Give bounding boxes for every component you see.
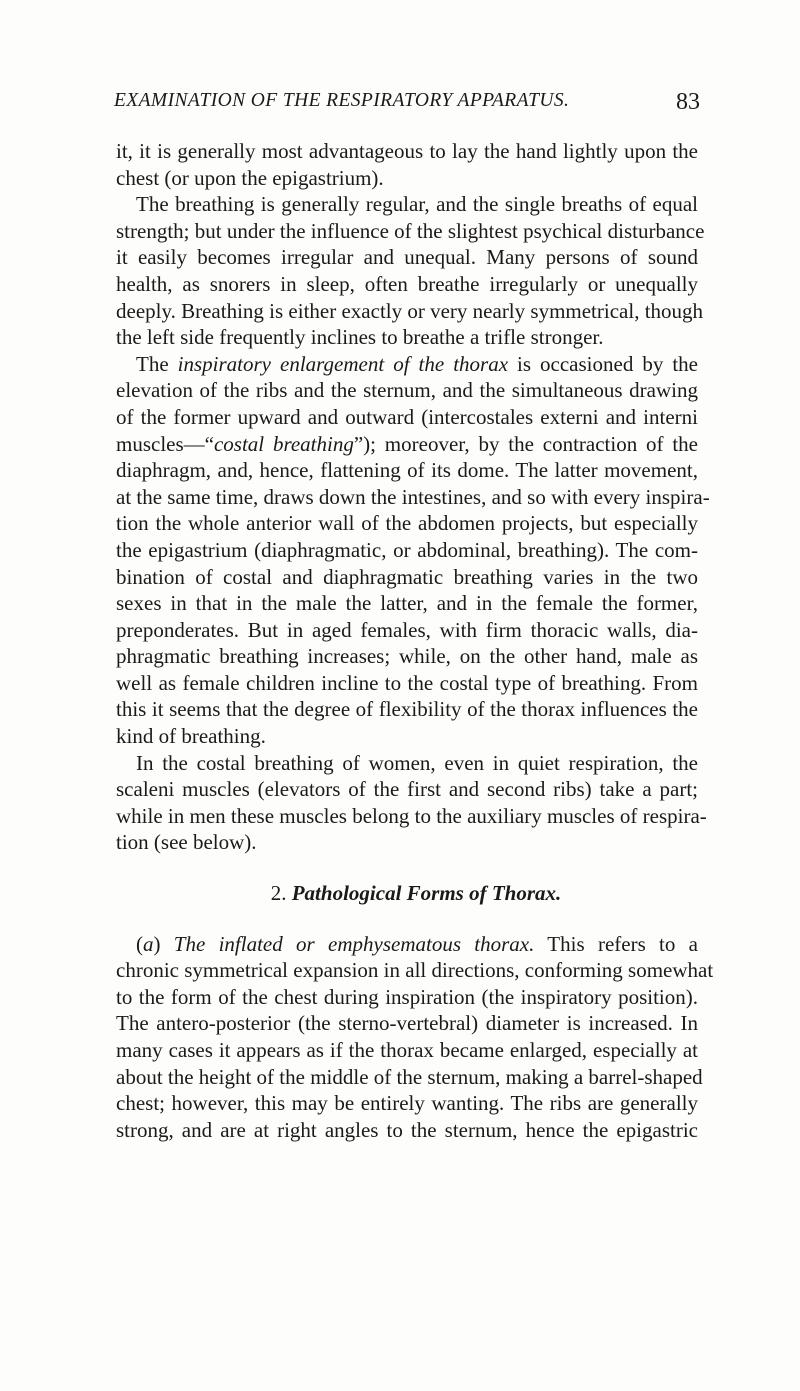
text-line: health, as snorers in sleep, often breathe irregularly or unequally (116, 271, 698, 296)
text-line: preponderates. But in aged females, with firm thoracic walls, dia- (116, 617, 698, 642)
section-title: Pathological Forms of Thorax. (291, 881, 562, 906)
text-line: bination of costal and diaphragmatic breathing varies in the two (116, 564, 698, 589)
text-line: the epigastrium (diaphragmatic, or abdominal, breathing). The com- (116, 537, 698, 562)
text-line (116, 931, 698, 958)
text-line: chronic symmetrical expansion in all directions, conforming somewhat (116, 958, 714, 983)
body-text (116, 138, 714, 1143)
running-title: EXAMINATION OF THE RESPIRATORY APPARATUS. (114, 90, 570, 111)
section-heading (116, 880, 698, 907)
text-line (116, 431, 698, 458)
emphasis-text: The inflated or emphysematous thorax. (173, 931, 535, 956)
text-line: tion (see below). (116, 830, 257, 855)
section-spacer (116, 907, 698, 931)
text-line: deeply. Breathing is either exactly or very nearly symmetrical, though (116, 298, 704, 323)
section-spacer (116, 856, 698, 880)
section-number: 2. (270, 881, 287, 906)
text-run: This refers to a (534, 931, 698, 956)
text-line (116, 351, 698, 378)
emphasis-text: costal breathing (213, 431, 354, 456)
text-line: The breathing is generally regular, and the single breaths of equal (136, 192, 698, 217)
text-line: the left side frequently inclines to breathe a trifle stronger. (116, 325, 604, 350)
text-run: is occasioned by the (508, 351, 698, 376)
text-line: diaphragm, and, hence, flattening of its dome. The latter movement, (116, 458, 698, 483)
text-run: ) (153, 931, 174, 956)
text-line: elevation of the ribs and the sternum, and the simultaneous drawing (116, 378, 698, 403)
text-line: many cases it appears as if the thorax became enlarged, especially at (116, 1038, 698, 1062)
text-line: it easily becomes irregular and unequal. Many persons of sound (116, 245, 698, 270)
text-line: The antero-posterior (the sterno-vertebral) diameter is increased. In (116, 1011, 698, 1036)
text-run: The (136, 351, 178, 376)
text-line: while in men these muscles belong to the auxiliary muscles of respira- (116, 803, 707, 828)
text-line: about the height of the middle of the sternum, making a barrel-shaped (116, 1064, 703, 1089)
text-line: of the former upward and outward (intercostales externi and interni (116, 404, 698, 429)
text-line: strong, and are at right angles to the sternum, hence the epigastric (116, 1117, 698, 1142)
text-run: ”); moreover, by the contraction of the (353, 431, 698, 456)
text-line: to the form of the chest during inspiration (the inspiratory position). (116, 984, 698, 1009)
text-line: sexes in that in the male the latter, and in the female the former, (116, 591, 698, 616)
text-line: tion the whole anterior wall of the abdomen projects, but especially (116, 511, 698, 536)
emphasis-text: inspiratory enlargement of the thorax (177, 351, 509, 376)
text-line: kind of breathing. (116, 724, 266, 749)
text-line: scaleni muscles (elevators of the first and second ribs) take a part; (116, 777, 698, 802)
text-line: strength; but under the influence of the slightest psychical disturbance (116, 218, 705, 243)
text-run: muscles—“ (116, 431, 214, 456)
text-line: phragmatic breathing increases; while, on the other hand, male as (116, 644, 698, 669)
text-run: ( (136, 931, 143, 956)
page-header (114, 90, 700, 120)
text-line: chest; however, this may be entirely wanting. The ribs are generally (116, 1091, 698, 1116)
text-line: this it seems that the degree of flexibility of the thorax influences the (116, 697, 698, 722)
text-line: well as female children incline to the costal type of breathing. From (116, 670, 698, 695)
text-line: In the costal breathing of women, even in quiet respiration, the (136, 750, 698, 775)
text-line: it, it is generally most advantageous to lay the hand lightly upon the (116, 139, 698, 163)
page-number: 83 (676, 89, 700, 115)
emphasis-text: a (143, 931, 154, 956)
text-line: at the same time, draws down the intestines, and so with every inspira- (116, 484, 710, 509)
text-line: chest (or upon the epigastrium). (116, 165, 384, 190)
